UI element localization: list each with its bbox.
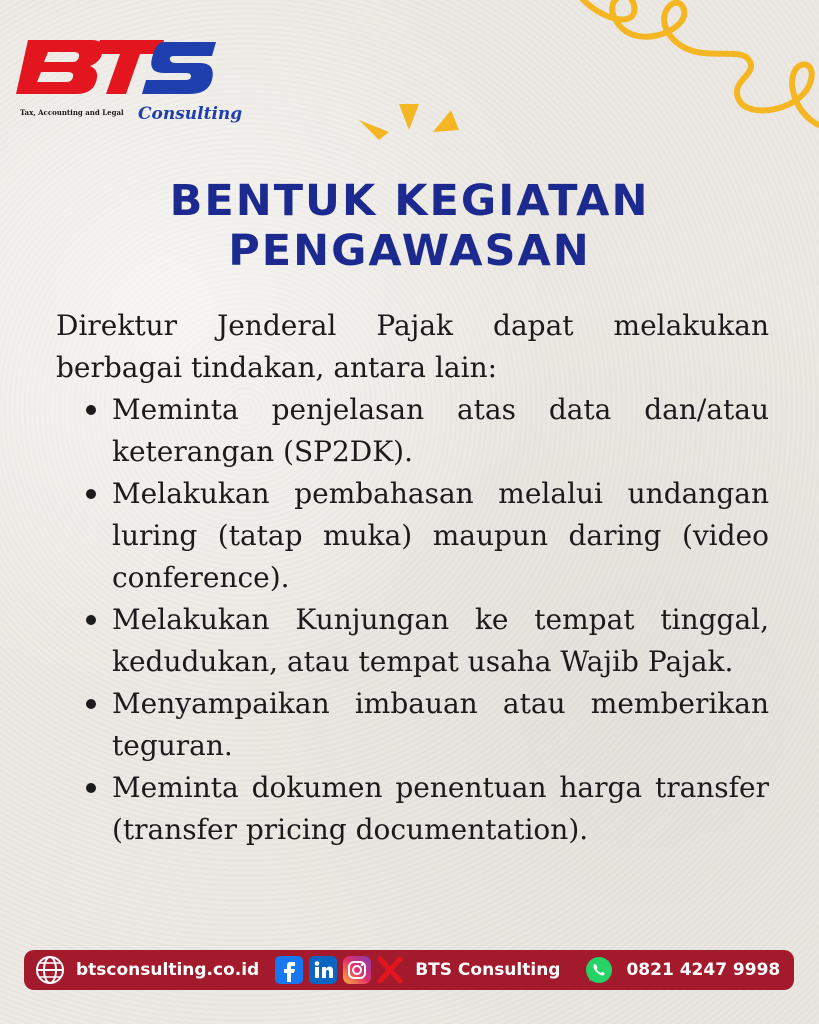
instagram-icon[interactable]: [343, 956, 371, 984]
intro-paragraph: Direktur Jenderal Pajak dapat melakukan berbagai tindakan, antara lain:: [56, 309, 769, 384]
bullet-icon: [86, 615, 96, 625]
list-item: [56, 473, 769, 599]
logo-tagline: Tax, Accounting and Legal: [20, 108, 124, 117]
spark-accent-icon: [355, 100, 465, 150]
social-icons: [275, 956, 403, 984]
list-item: [56, 683, 769, 767]
list-item: [56, 767, 769, 851]
list-item: [56, 599, 769, 683]
whatsapp-icon[interactable]: [584, 955, 614, 985]
globe-icon: [34, 954, 66, 986]
list-item-text: Meminta dokumen penentuan harga transfer (transfer pricing documentation).: [112, 771, 769, 846]
bts-logo: [14, 34, 243, 134]
list-item-text: Melakukan Kunjungan ke tempat tinggal, kedudukan, atau tempat usaha Wajib Pajak.: [112, 603, 769, 678]
brand-name: BTS Consulting: [415, 960, 561, 980]
list-item: [56, 389, 769, 473]
bullet-list: [56, 389, 769, 851]
bullet-icon: [86, 699, 96, 709]
list-item-text: Melakukan pembahasan melalui undangan luring (tatap muka) maupun daring (video conference).: [112, 477, 769, 594]
body-content: [56, 305, 769, 851]
website-link[interactable]: [34, 954, 259, 986]
page-title: [0, 176, 819, 276]
decorative-squiggle: [579, 0, 819, 135]
website-text: btsconsulting.co.id: [76, 960, 260, 980]
title-line-2: PENGAWASAN: [228, 226, 591, 276]
list-item-text: Meminta penjelasan atas data dan/atau keterangan (SP2DK).: [112, 393, 769, 468]
title-line-1: BENTUK KEGIATAN: [169, 176, 650, 226]
x-icon[interactable]: [377, 956, 403, 984]
bullet-icon: [86, 783, 96, 793]
footer-bar: [24, 950, 794, 990]
list-item-text: Menyampaikan imbauan atau memberikan teguran.: [112, 687, 769, 762]
bullet-icon: [86, 405, 96, 415]
bullet-icon: [86, 489, 96, 499]
facebook-icon[interactable]: [275, 956, 303, 984]
bts-logo-mark: [14, 34, 224, 104]
logo-consulting-text: Consulting: [138, 104, 243, 124]
phone-number[interactable]: 0821 4247 9998: [626, 960, 781, 980]
linkedin-icon[interactable]: [309, 956, 337, 984]
